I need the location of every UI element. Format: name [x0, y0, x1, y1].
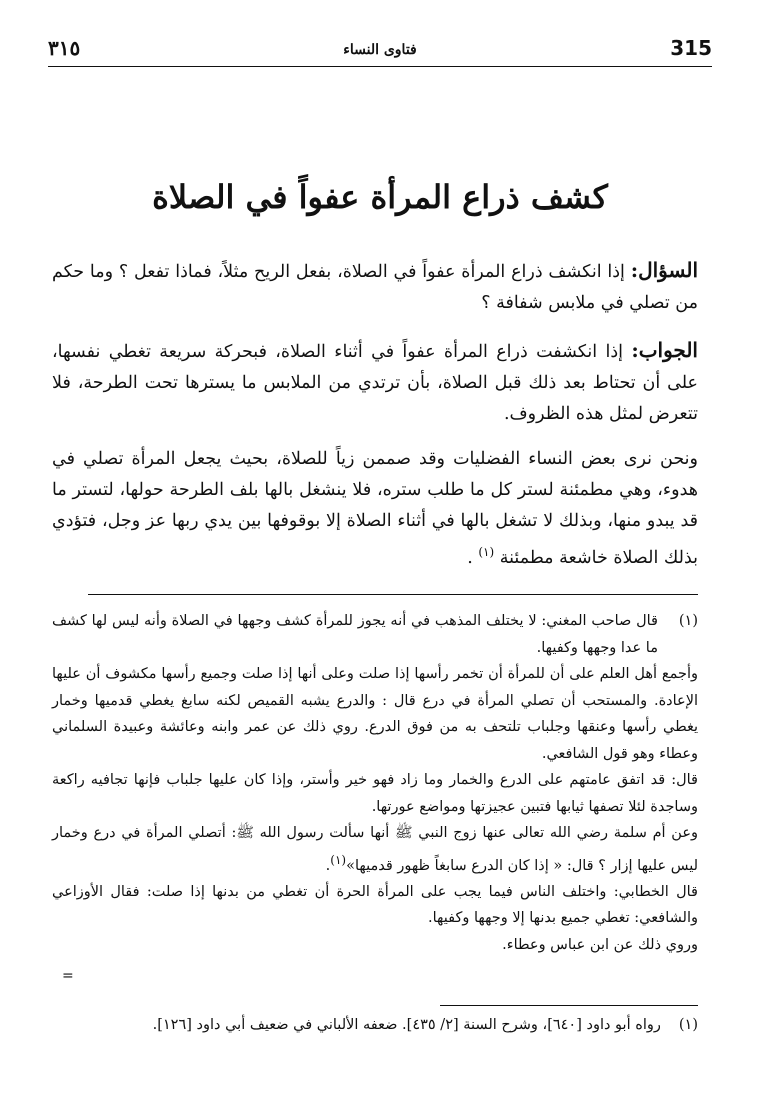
- fatwa-title: كشف ذراع المرأة عفواً في الصلاة: [152, 178, 608, 216]
- answer-paragraph: [52, 335, 698, 430]
- note-line: [52, 661, 698, 767]
- footnote-reference: (١): [478, 545, 495, 559]
- note-text-6: وروي ذلك عن ابن عباس وعطاء.: [502, 936, 698, 953]
- note-line: وعن أم سلمة رضي الله تعالى عنها زوج النبي ﷺ أنها سألت رسول الله ﷺ: أتصلي المرأة في درع وخمار ليس عليها إزار ؟ قال: « إذا كان الدرع سابغاً ظهور قدميها»$^{(١)}$.: [52, 825, 698, 874]
- question-paragraph: [52, 255, 698, 319]
- note-number: (١): [678, 613, 698, 629]
- question-label: السؤال:: [630, 258, 698, 282]
- page-number-latin: 315: [670, 36, 712, 60]
- note-text-1: قال صاحب المغني: لا يختلف المذهب في أنه يجوز للمرأة كشف وجهها في الصلاة وأنه ليس لها كشف ما عدا وجهها وكفيها.: [52, 613, 658, 656]
- note-line: [52, 879, 698, 932]
- footnote-divider: [440, 1005, 698, 1006]
- note-line: [52, 608, 698, 661]
- notes-block: [52, 608, 698, 958]
- question-text: إذا انكشف ذراع المرأة عفواً في الصلاة، بفعل الريح مثلاً، فماذا تفعل ؟ وما حكم من تصلي في ملابس شفافة ؟: [52, 262, 698, 313]
- answer-text: إذا انكشفت ذراع المرأة عفواً في أثناء الصلاة، فبحركة سريعة تغطي نفسها، على أن تحتاط بعد ذلك قبل الصلاة، بأن ترتدي من الملابس ما يسترها تحت الطرحة، فلا تتعرض لمثل هذه الظروف.: [52, 342, 698, 424]
- note-line: [52, 767, 698, 820]
- footnote: [52, 1013, 698, 1037]
- note-text-4: وعن أم سلمة رضي الله تعالى عنها زوج النبي ﷺ أنها سألت رسول الله ﷺ: أتصلي المرأة في درع وخمار ليس عليها إزار ؟ قال: « إذا كان الدرع سابغاً ظهور قدميها»: [52, 825, 698, 874]
- page-number-arabic: ٣١٥: [48, 36, 81, 60]
- footnote-number: (١): [678, 1017, 698, 1033]
- running-title: فتاوى النساء: [343, 42, 417, 58]
- body-paragraph-text: ونحن نرى بعض النساء الفضليات وقد صممن زياً للصلاة، بحيث يجعل المرأة تصلي في هدوء، وهي مطمئنة لستر كل ما طلب ستره، فلا ينشغل بالها بلف الطرحة حولها، لتستر ما قد يبدو منها، وبذلك لا تشغل بالها في أثناء الصلاة إلا بوقوفها بين يدي ربها عز وجل، فتؤدي بذلك الصلاة خاشعة مطمئنة: [52, 449, 698, 568]
- page-header: [48, 30, 712, 67]
- body-paragraph-end: .: [467, 547, 479, 568]
- note-text-2: وأجمع أهل العلم على أن للمرأة أن تخمر رأسها إذا صلت وعلى أنها إذا صلت وجميع رأسها مكشوف أن عليها الإعادة. والمستحب أن تصلي المرأة في درع قال : والدرع يشبه القميص لكنه سابغ يغطي قدميها وخمار يغطي رأسها وعنقها وجلباب تلتحف به من فوق الدرع. روي ذلك عن عمر وابنه وعائشة وعبيدة السلماني وعطاء وهو قول الشافعي.: [52, 666, 698, 762]
- continuation-mark: =: [62, 968, 74, 984]
- note-text-3: قال: قد اتفق عامتهم على الدرع والخمار وما زاد فهو خير وأستر، وإذا كان عليها جلباب فإنها تجافيه راكعة وساجدة لئلا تصفها ثيابها فتبين عجيزتها ومواضع عورتها.: [52, 772, 698, 815]
- answer-label: الجواب:: [631, 338, 698, 362]
- body-paragraph: [52, 444, 698, 574]
- note-line: [52, 932, 698, 959]
- note-inner-reference: (١): [330, 852, 347, 867]
- note-text-5: قال الخطابي: واختلف الناس فيما يجب على المرأة الحرة أن تغطي من بدنها إذا صلت: فقال الأوزاعي والشافعي: تغطي جميع بدنها إلا وجهها وكفيها.: [52, 883, 698, 927]
- footnote-text: رواه أبو داود [٦٤٠]، وشرح السنة [٢/ ٤٣٥]. ضعفه الألباني في ضعيف أبي داود [١٢٦].: [152, 1017, 661, 1033]
- notes-divider: [88, 594, 698, 595]
